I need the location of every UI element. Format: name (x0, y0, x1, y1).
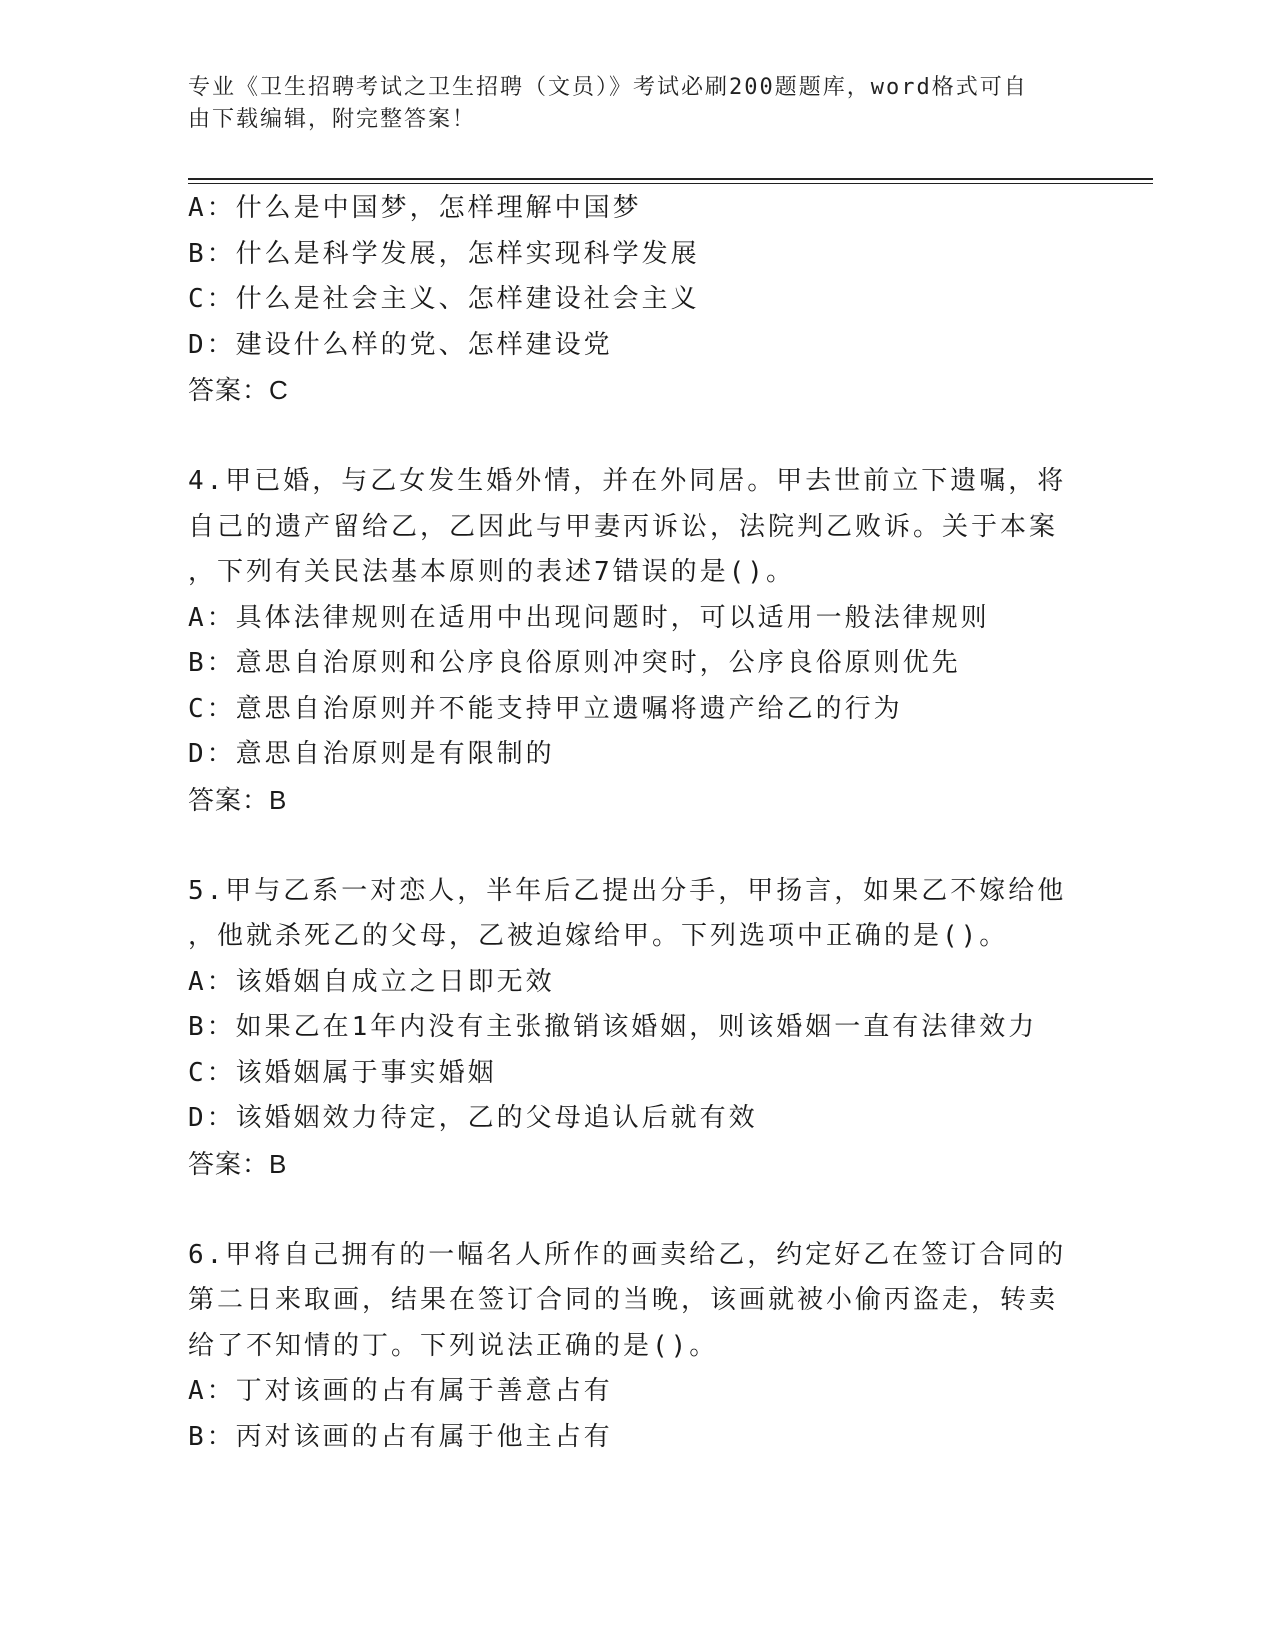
question-4 (188, 459, 1068, 823)
stem-line: ，他就杀死乙的父母，乙被迫嫁给甲。下列选项中正确的是()。 (188, 921, 1009, 951)
document-header (188, 72, 1068, 136)
stem-line: ，下列有关民法基本原则的表述7错误的是()。 (188, 557, 795, 587)
option-c: C：该婚姻属于事实婚姻 (188, 1057, 497, 1088)
question-list (188, 186, 1068, 1460)
header-divider-thick (188, 178, 1153, 180)
option-a: A：该婚姻自成立之日即无效 (188, 966, 555, 997)
answer: 答案：B (188, 784, 288, 815)
header-line-2: 由下载编辑，附完整答案！ (188, 107, 477, 132)
question-5 (188, 869, 1068, 1188)
stem-line: 5.甲与乙系一对恋人，半年后乙提出分手，甲扬言，如果乙不嫁给他 (188, 875, 1067, 906)
option-d: D：建设什么样的党、怎样建设党 (188, 329, 613, 360)
stem-line: 6.甲将自己拥有的一幅名人所作的画卖给乙，约定好乙在签订合同的 (188, 1239, 1067, 1270)
option-d: D：该婚姻效力待定，乙的父母追认后就有效 (188, 1103, 758, 1133)
answer: 答案：B (188, 1148, 288, 1179)
header-divider-thin (188, 183, 1153, 184)
option-b: B：什么是科学发展，怎样实现科学发展 (188, 238, 700, 269)
answer: 答案：C (188, 375, 289, 405)
option-b: B：丙对该画的占有属于他主占有 (188, 1421, 613, 1452)
option-a: A：具体法律规则在适用中出现问题时，可以适用一般法律规则 (188, 602, 990, 633)
question-spacer (188, 414, 1068, 460)
question-6 (188, 1233, 1068, 1461)
header-line-1: 专业《卫生招聘考试之卫生招聘（文员）》考试必刷200题题库，word格式可自 (188, 75, 1028, 100)
question-stem (188, 1233, 1068, 1370)
option-a: A：什么是中国梦，怎样理解中国梦 (188, 193, 642, 223)
option-a: A：丁对该画的占有属于善意占有 (188, 1376, 613, 1406)
question-stem (188, 459, 1068, 596)
stem-line: 自己的遗产留给乙，乙因此与甲妻丙诉讼，法院判乙败诉。关于本案 (188, 511, 1059, 542)
option-b: B：意思自治原则和公序良俗原则冲突时，公序良俗原则优先 (188, 648, 961, 678)
stem-line: 给了不知情的丁。下列说法正确的是()。 (188, 1330, 719, 1361)
option-b: B：如果乙在1年内没有主张撤销该婚姻，则该婚姻一直有法律效力 (188, 1012, 1038, 1042)
option-c: C：意思自治原则并不能支持甲立遗嘱将遗产给乙的行为 (188, 693, 903, 724)
stem-line: 第二日来取画，结果在签订合同的当晚，该画就被小偷丙盗走，转卖 (188, 1285, 1059, 1315)
question-stem (188, 869, 1068, 960)
question-3 (188, 186, 1068, 414)
question-spacer (188, 823, 1068, 869)
option-d: D：意思自治原则是有限制的 (188, 739, 555, 769)
stem-line: 4.甲已婚，与乙女发生婚外情，并在外同居。甲去世前立下遗嘱，将 (188, 466, 1067, 496)
question-spacer (188, 1187, 1068, 1233)
option-c: C：什么是社会主义、怎样建设社会主义 (188, 284, 700, 314)
